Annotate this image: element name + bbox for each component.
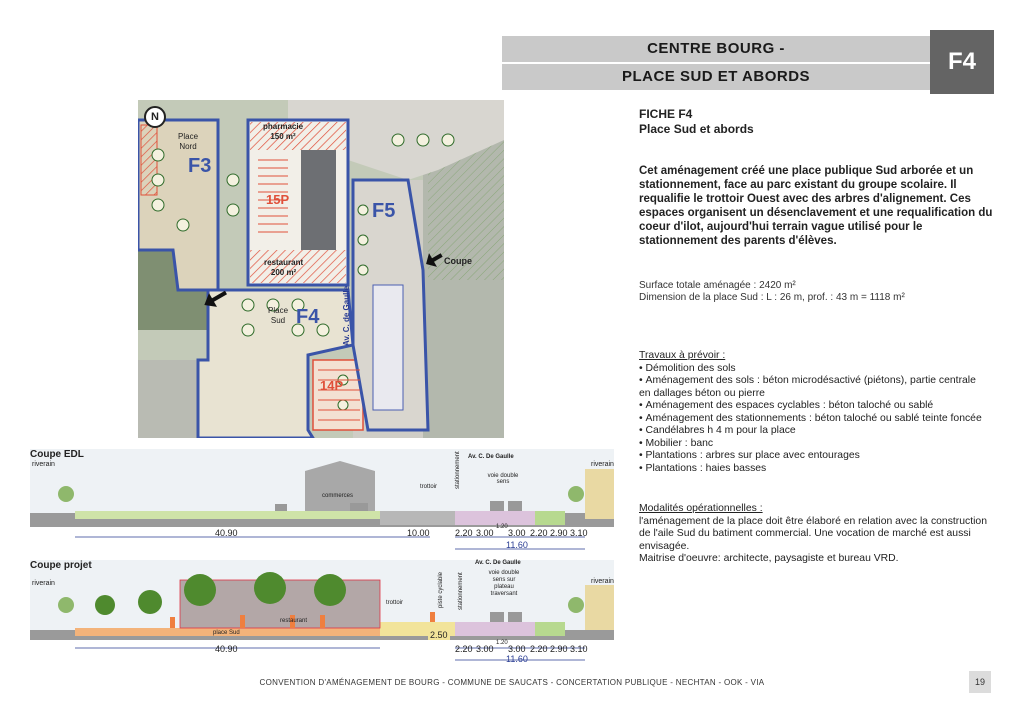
coupe-projet-dim: 3.10 <box>570 644 588 654</box>
coupe-edl-title: Coupe EDL <box>30 449 84 460</box>
list-item: • Plantations : haies basses <box>639 463 989 476</box>
restaurant-label <box>264 258 303 278</box>
coupe-projet-dim: 1.20 <box>496 640 508 646</box>
coupe-projet-dim: 40.90 <box>215 644 238 654</box>
place-nord-word2: Nord <box>179 142 197 151</box>
coupe-projet-dim: 2.20 <box>455 644 473 654</box>
coupe-projet-restaurant: restaurant <box>280 618 308 624</box>
pharmacie-area: 150 m² <box>270 132 296 141</box>
coupe-edl-dim: 40.90 <box>215 528 238 538</box>
travaux-title: Travaux à prévoir : <box>639 350 726 361</box>
restaurant-area: 200 m² <box>270 268 297 277</box>
pharmacie-name: pharmacie <box>263 122 304 131</box>
north-label: N <box>151 111 159 123</box>
place-nord-label <box>178 132 198 152</box>
coupe-label: Coupe <box>444 256 472 266</box>
restaurant-name: restaurant <box>264 258 304 267</box>
coupe-projet-dim: 2.90 <box>550 644 568 654</box>
header-title-line2: PLACE SUD ET ABORDS <box>502 64 930 90</box>
coupe-edl-commerces: commerces <box>322 493 354 499</box>
list-item: • Démolition des sols <box>639 363 989 376</box>
fiche-title: FICHE F4 <box>639 107 693 121</box>
list-item: • Aménagement des stationnements : béton taloché ou sablé teinte foncée <box>639 413 989 426</box>
list-item: • Mobilier : banc <box>639 438 989 451</box>
coupe-edl-riverain-right: riverain <box>591 461 614 468</box>
header-title-line1: CENTRE BOURG - <box>502 36 930 62</box>
travaux-list <box>639 363 989 476</box>
coupe-edl-dim: 3.00 <box>508 528 526 538</box>
zone-f4-label: F4 <box>296 306 320 328</box>
place-sud-word2: Sud <box>270 316 286 325</box>
list-item: • Aménagement des espaces cyclables : béton taloché ou sablé <box>639 400 989 413</box>
place-nord-word1: Place <box>178 132 199 141</box>
modalites-title: Modalités opérationnelles : <box>639 503 763 514</box>
list-item: • Candélabres h 4 m pour la place <box>639 425 989 438</box>
coupe-edl-dim: 1.20 <box>496 524 508 530</box>
coupe-edl-dim: 2.20 <box>530 528 548 538</box>
coupe-projet-place: place Sud <box>213 630 240 636</box>
modalites-moe: Maitrise d'oeuvre: architecte, paysagiste et bureau VRD. <box>639 553 899 564</box>
fiche-code-badge: F4 <box>930 30 994 94</box>
pharmacie-label <box>263 122 303 142</box>
zone-f5-label: F5 <box>372 200 396 222</box>
coupe-edl-section <box>30 449 614 559</box>
page-number <box>969 671 991 693</box>
fiche-heading <box>639 107 989 137</box>
coupe-projet-voie: voie double sens sur plateau traversant <box>488 570 520 597</box>
place-sud-word1: Place <box>268 306 289 315</box>
modalites-text: l'aménagement de la place doit être élaboré en relation avec la construction de l'aile Sud du batiment commercial. Une vocation de marché est aussi envisagée. <box>639 515 987 552</box>
coupe-projet-dim: 2.20 <box>530 644 548 654</box>
coupe-projet-trottoir: trottoir <box>386 600 404 606</box>
coupe-projet-drawing <box>30 560 614 668</box>
coupe-edl-stationnement: stationnement <box>455 451 461 489</box>
coupe-projet-stationnement: stationnement <box>458 572 464 610</box>
coupe-edl-dim: 2.90 <box>550 528 568 538</box>
coupe-projet-riverain-left: riverain <box>32 580 55 587</box>
page-footer: CONVENTION D'AMÉNAGEMENT DE BOURG - COMMUNE DE SAUCATS - CONCERTATION PUBLIQUE - NECHTAN - OOK - VIA <box>259 678 765 687</box>
surface-place: Dimension de la place Sud : L : 26 m, prof. : 43 m = 1118 m² <box>639 292 905 303</box>
avenue-label: Av. C. de Gaulle <box>342 285 351 346</box>
coupe-projet-width: 2.50 <box>430 630 448 640</box>
fiche-intro: Cet aménagement créé une place publique Sud arborée et un stationnement, face au parc existant du groupe scolaire. Il requalifie le trottoir Ouest avec des arbres d'alignement. Ces espaces organisent un désenclavement et une requalification du coeur d'ilot, aujourd'hui terrain vague utilisé pour le stationnement des parents d'élèves. <box>639 165 993 247</box>
surface-total: Surface totale aménagée : 2420 m² <box>639 280 796 291</box>
place-sud-label <box>268 306 288 326</box>
coupe-edl-avenue: Av. C. De Gaulle <box>468 454 514 460</box>
page-number-text: 19 <box>974 677 985 687</box>
modalites-section <box>639 503 989 566</box>
coupe-projet-total: 11.60 <box>506 654 528 664</box>
coupe-projet-section <box>30 560 614 668</box>
coupe-projet-dim: 3.00 <box>476 644 494 654</box>
coupe-edl-dim: 3.00 <box>476 528 494 538</box>
coupe-projet-riverain-right: riverain <box>591 578 614 585</box>
list-item: • Plantations : arbres sur place avec entourages <box>639 450 989 463</box>
travaux-section <box>639 350 989 475</box>
coupe-projet-piste: piste cyclable <box>438 571 444 608</box>
coupe-edl-trottoir: trottoir <box>420 484 438 490</box>
north-arrow-icon <box>144 106 166 128</box>
fiche-subtitle: Place Sud et abords <box>639 122 754 136</box>
list-item: • Aménagement des sols : béton microdésactivé (piétons), partie centrale en dallages béton ou pierre <box>639 375 989 400</box>
parking-15p-label: 15P <box>266 192 290 207</box>
coupe-edl-dim: 10.00 <box>407 528 430 538</box>
surface-info <box>639 280 989 304</box>
coupe-edl-dim: 2.20 <box>455 528 473 538</box>
coupe-projet-title: Coupe projet <box>30 560 92 571</box>
zone-f3-label: F3 <box>188 155 212 177</box>
coupe-edl-riverain-left: riverain <box>32 461 55 468</box>
coupe-projet-dim: 3.00 <box>508 644 526 654</box>
coupe-edl-dim: 3.10 <box>570 528 588 538</box>
coupe-projet-avenue: Av. C. De Gaulle <box>475 560 521 566</box>
coupe-edl-total: 11.60 <box>506 540 528 550</box>
coupe-edl-voie: voie double sens <box>487 473 519 485</box>
parking-14p-label: 14P <box>320 378 344 393</box>
site-plan-map <box>138 100 504 438</box>
